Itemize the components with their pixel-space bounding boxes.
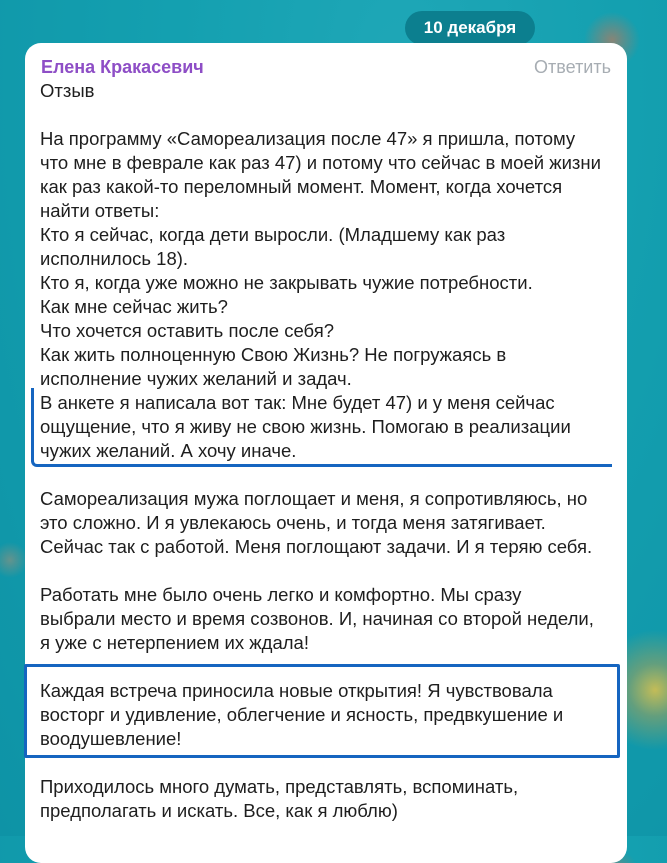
message-heading: Отзыв [40,80,95,101]
message-paragraph: Работать мне было очень легко и комфортно. Мы сразу выбрали место и время созвонов. И, начиная со второй недели, я уже с нетерпением их ждала! [40,584,594,653]
message-bubble [25,43,627,863]
message-paragraph: Приходилось много думать, представлять, вспоминать, предполагать и искать. Все, как я люблю) [40,776,519,821]
date-separator: 10 декабря [405,11,535,45]
sender-name[interactable]: Елена Кракасевич [41,57,204,77]
message-text [40,79,620,823]
message-paragraph: На программу «Самореализация после 47» я пришла, потому что мне в феврале как раз 47) и потому что сейчас в моей жизни как раз какой-то переломный момент. Момент, когда хочется найти ответы: Кто я сейчас, когда дети выросли. (Младшему как раз исполнилось 18). Кто я, когда уже можно не закрывать чужие потребности. Как мне сейчас жить? Что хочется оставить после себя? Как жить полноценную Свою Жизнь? Не погружаясь в исполнение чужих желаний и задач. В анкете я написала вот так: Мне будет 47) и у меня сейчас ощущение, что я живу не свою жизнь. Помогаю в реализации чужих желаний. А хочу иначе. [40,128,601,461]
message-paragraph: Самореализация мужа поглощает и меня, я сопротивляюсь, но это сложно. И я увлекаюсь очень, и тогда меня затягивает. Сейчас так с работой. Меня поглощают задачи. И я теряю себя. [40,488,593,557]
message-paragraph: Каждая встреча приносила новые открытия! Я чувствовала восторг и удивление, облегчение и ясность, предвкушение и воодушевление! [40,680,564,749]
reply-button[interactable]: Ответить [534,57,611,77]
